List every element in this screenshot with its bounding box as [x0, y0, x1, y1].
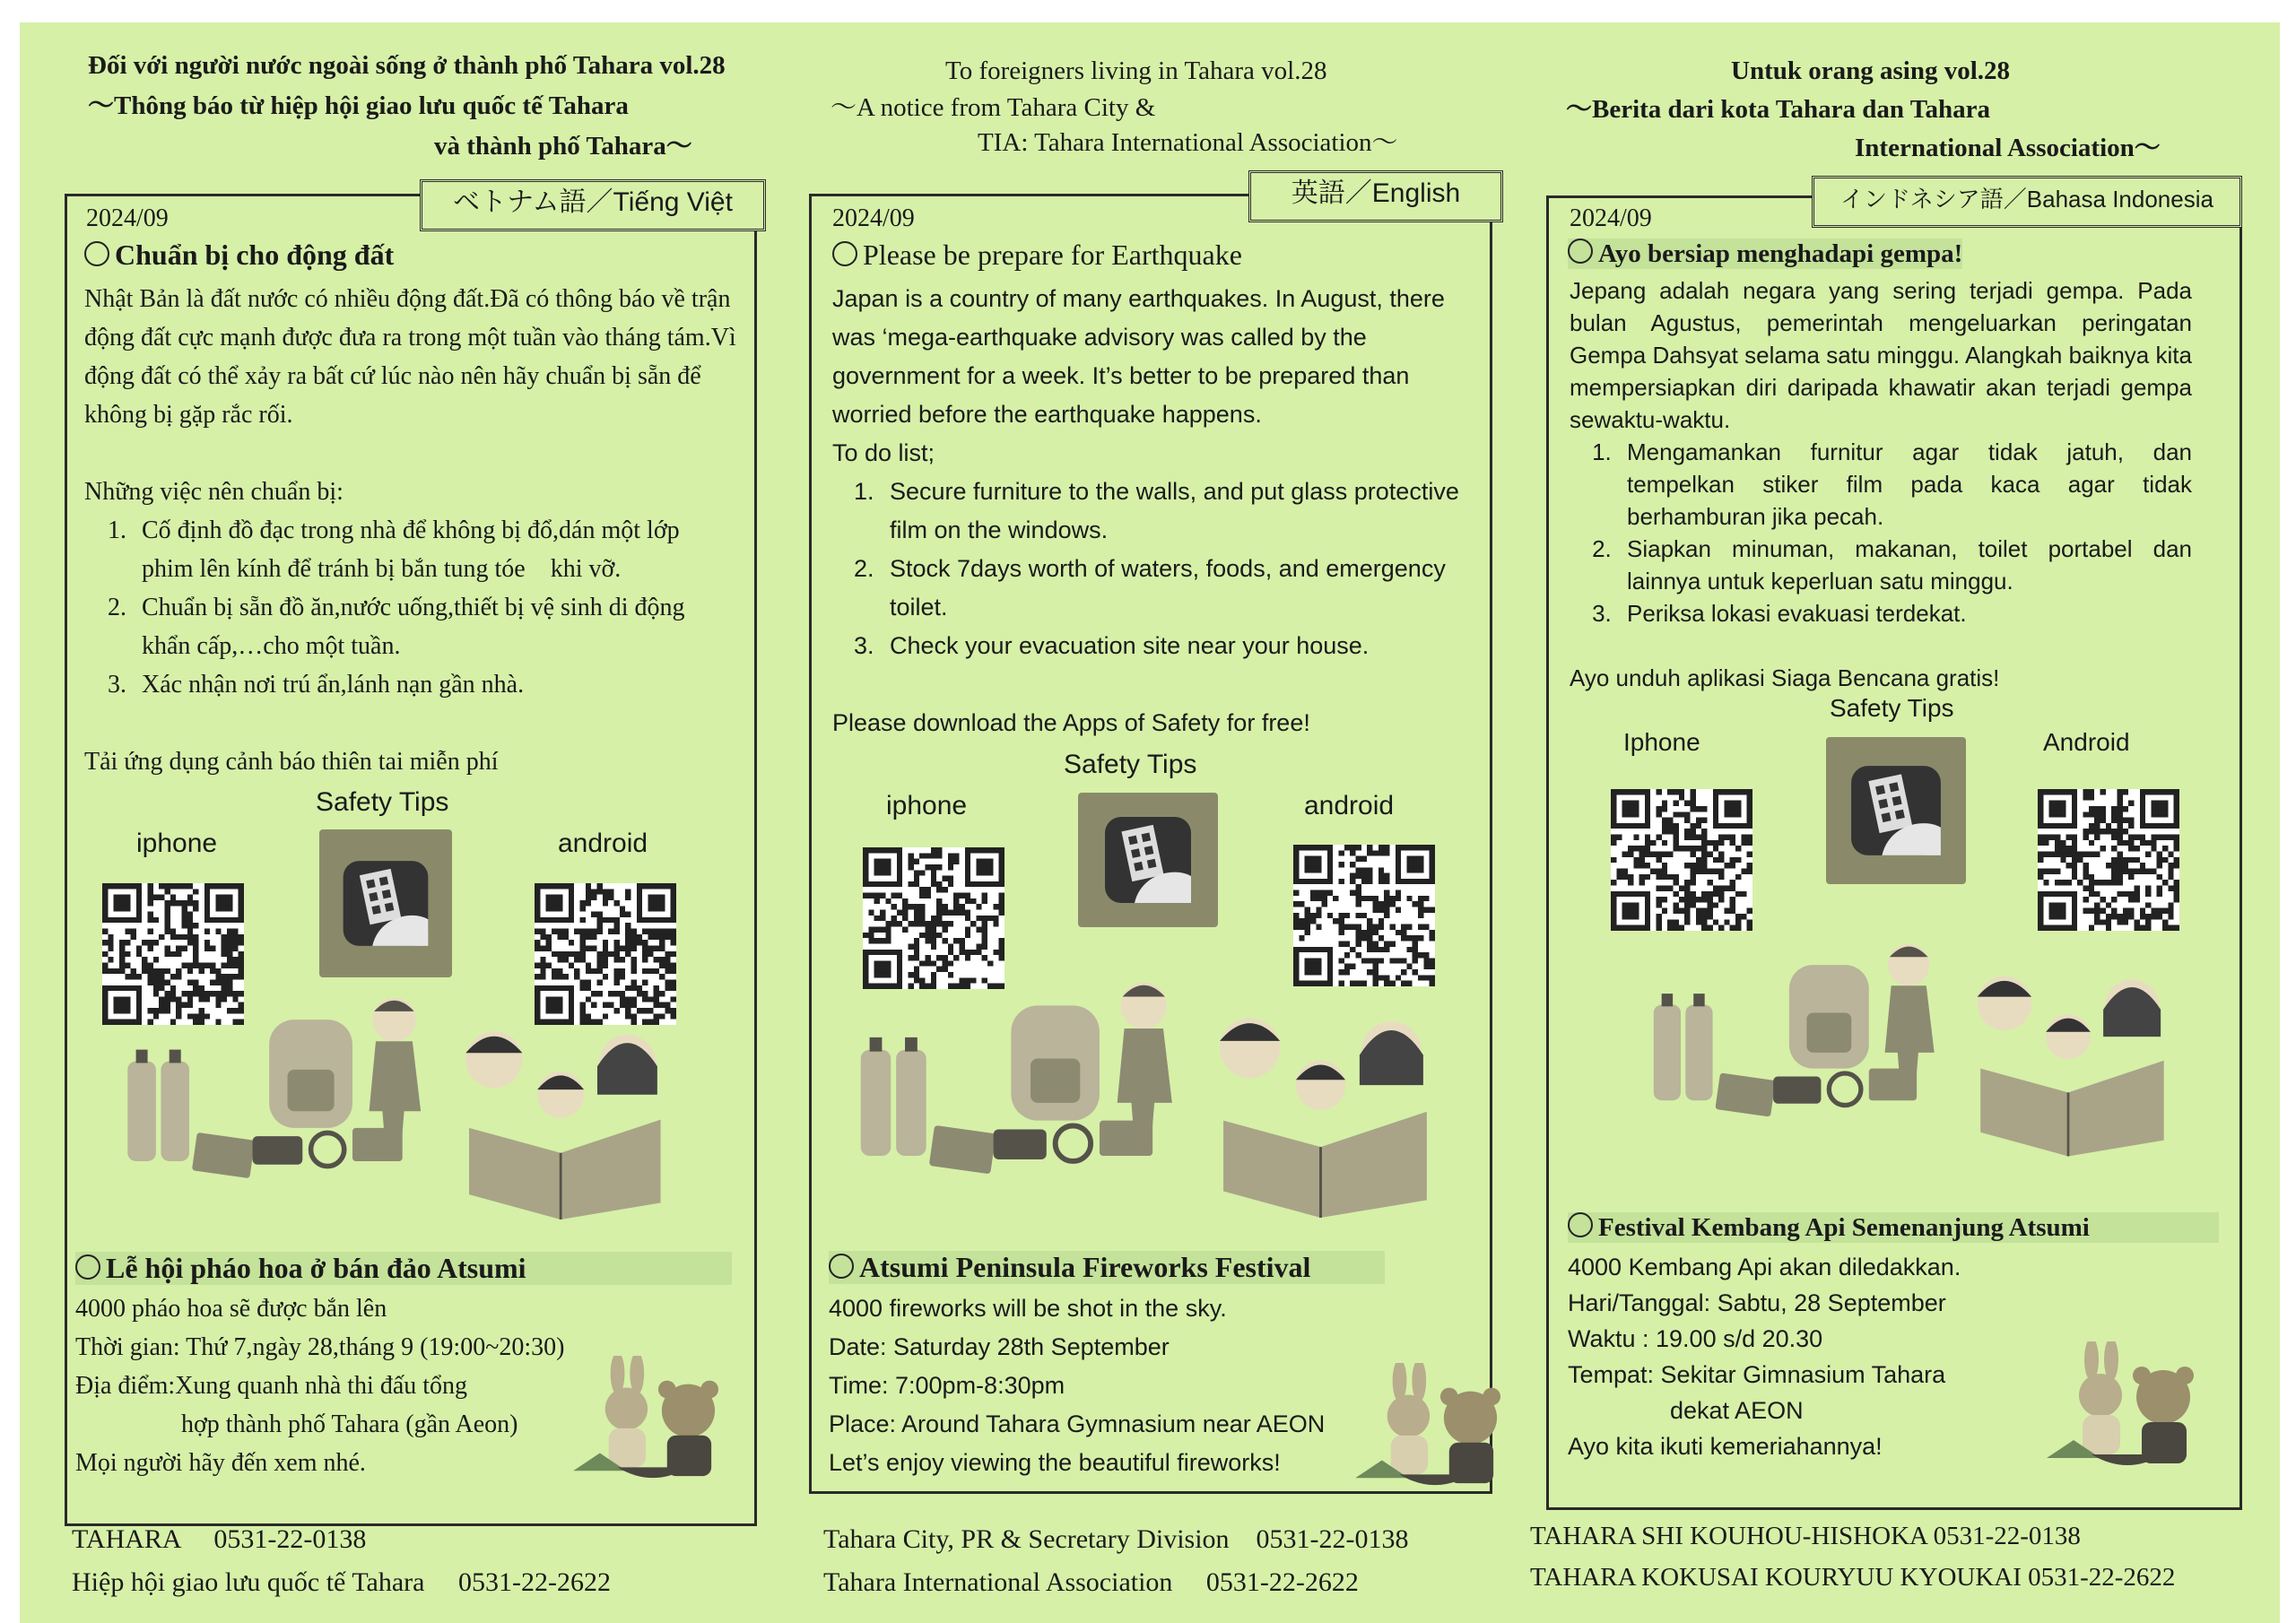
- vi-mascot-illustration: [563, 1356, 743, 1488]
- id-safety-tips-label: Safety Tips: [1830, 694, 1954, 722]
- circle-bullet-icon: [84, 241, 109, 266]
- vi-header-line-2: ～Thông báo từ hiệp hội giao lưu quốc tế Tahara: [88, 91, 629, 120]
- en-festival-line: Place: Around Tahara Gymnasium near AEON: [829, 1410, 1326, 1437]
- en-header-line-1: To foreigners living in Tahara vol.28: [945, 56, 1327, 85]
- vi-festival-details: [75, 1289, 613, 1482]
- id-iphone-label: Iphone: [1623, 728, 1700, 756]
- safety-tips-icon: [1826, 737, 1966, 884]
- vi-language-tag: ベトナム語／Tiếng Việt: [420, 179, 766, 231]
- vi-section-title: Chuẩn bị cho động đất: [84, 239, 394, 272]
- en-list-title: To do list;: [832, 439, 935, 466]
- safety-tips-icon: [319, 829, 452, 977]
- circle-bullet-icon: [75, 1254, 100, 1280]
- en-mascot-illustration: [1345, 1363, 1525, 1496]
- vi-body: [84, 280, 737, 781]
- en-todo-list: [832, 473, 1482, 665]
- safety-tips-icon: [1078, 793, 1218, 927]
- id-mascot-illustration: [2038, 1341, 2217, 1476]
- vi-footer-line-1: TAHARA 0531-22-0138: [72, 1524, 367, 1554]
- circle-bullet-icon: [832, 241, 857, 266]
- en-section-title: Please be prepare for Earthquake: [832, 239, 1242, 272]
- vi-todo-list: [84, 511, 737, 704]
- id-festival-line: 4000 Kembang Api akan diledakkan.: [1568, 1254, 1961, 1280]
- id-language-tag: インドネシア語／Bahasa Indonesia: [1812, 176, 2242, 228]
- vi-iphone-label: iphone: [136, 829, 218, 858]
- en-festival-line: 4000 fireworks will be shot in the sky.: [829, 1295, 1227, 1322]
- id-date: 2024/09: [1570, 204, 1652, 232]
- en-iphone-label: iphone: [886, 791, 968, 820]
- en-app-text: Please download the Apps of Safety for free!: [832, 709, 1310, 736]
- vi-festival-title: Lễ hội pháo hoa ở bán đảo Atsumi: [75, 1252, 732, 1285]
- id-section-title: Ayo bersiap menghadapi gempa!: [1568, 239, 1962, 269]
- vi-list-title: Những việc nên chuẩn bị:: [84, 478, 344, 506]
- en-header-line-3: TIA: Tahara International Association～: [978, 128, 1398, 157]
- en-festival-line: Let’s enjoy viewing the beautiful fireworks!: [829, 1449, 1281, 1476]
- id-safety-tips-app-icon: [1826, 737, 1966, 884]
- vi-emergency-kit-family-illustration: [88, 986, 734, 1219]
- id-festival-line: Ayo kita ikuti kemeriahannya!: [1568, 1433, 1883, 1460]
- en-festival-line: Time: 7:00pm-8:30pm: [829, 1372, 1065, 1399]
- id-android-label: Android: [2043, 728, 2130, 756]
- en-footer-line-1: Tahara City, PR & Secretary Division 0531-22-0138: [823, 1524, 1409, 1554]
- list-item: 2. Siapkan minuman, makanan, toilet portabel dan lainnya untuk keperluan satu minggu.: [1618, 533, 2192, 597]
- id-festival-title: Festival Kembang Api Semenanjung Atsumi: [1568, 1212, 2219, 1243]
- id-header-line-1: Untuk orang asing vol.28: [1731, 56, 2011, 85]
- vi-safety-tips-label: Safety Tips: [316, 787, 449, 817]
- en-emergency-kit-family-illustration: [843, 959, 1480, 1228]
- scene-drawing: [843, 959, 1480, 1228]
- id-festival-line: Waktu : 19.00 s/d 20.30: [1568, 1325, 1823, 1352]
- en-safety-tips-label: Safety Tips: [1064, 750, 1197, 779]
- en-intro: Japan is a country of many earthquakes. In August, there was ‘mega-earthquake advisory was called by the government for a week. It’s better to be prepared than worried before the earthquake happens.: [832, 285, 1445, 428]
- scene-drawing: [88, 986, 734, 1219]
- en-footer-line-2: Tahara International Association 0531-22-2622: [823, 1567, 1359, 1597]
- list-item: 3. Xác nhận nơi trú ẩn,lánh nạn gần nhà.: [133, 665, 737, 704]
- list-item: 1. Secure furniture to the walls, and put glass protective film on the windows.: [881, 473, 1482, 550]
- en-safety-tips-app-icon: [1078, 793, 1218, 927]
- id-body: [1570, 274, 2192, 694]
- vi-android-label: android: [558, 829, 648, 858]
- en-festival-line: Date: Saturday 28th September: [829, 1333, 1170, 1360]
- en-body: [832, 280, 1482, 742]
- id-footer-line-2: TAHARA KOKUSAI KOURYUU KYOUKAI 0531-22-2622: [1530, 1563, 2176, 1592]
- circle-bullet-icon: [829, 1254, 854, 1279]
- vi-festival-line: Thời gian: Thứ 7,ngày 28,tháng 9 (19:00~20:30): [75, 1333, 565, 1361]
- en-language-tag: 英語／English: [1248, 170, 1503, 222]
- list-item: 2. Stock 7days worth of waters, foods, and emergency toilet.: [881, 550, 1482, 627]
- circle-bullet-icon: [1568, 1212, 1593, 1237]
- vi-footer-line-2: Hiệp hội giao lưu quốc tế Tahara 0531-22-2622: [72, 1567, 611, 1597]
- vi-intro: Nhật Bản là đất nước có nhiều động đất.Đã có thông báo về trận động đất cực mạnh được đưa ra trong một tuần vào tháng tám.Vì động đất có thể xảy ra bất cứ lúc nào nên hãy chuẩn bị sẵn để không bị gặp rắc rối.: [84, 285, 736, 429]
- list-item: 2. Chuẩn bị sẵn đồ ăn,nước uống,thiết bị vệ sinh di động khẩn cấp,…cho một tuần.: [133, 588, 737, 665]
- vi-festival-line: Mọi người hãy đến xem nhé.: [75, 1449, 366, 1477]
- id-intro: Jepang adalah negara yang sering terjadi gempa. Pada bulan Agustus, pemerintah mengeluarkan peringatan Gempa Dahsyat selama satu minggu. Alangkah baiknya kita mempersiapkan diri daripada khawatir akan terjadi gempa sewaktu-waktu.: [1570, 277, 2192, 433]
- en-festival-title: Atsumi Peninsula Fireworks Festival: [829, 1251, 1385, 1284]
- circle-bullet-icon: [1568, 239, 1593, 264]
- vi-festival-line: hợp thành phố Tahara (gần Aeon): [181, 1410, 518, 1438]
- mascot-drawing: [563, 1356, 743, 1488]
- en-header-line-2: ～A notice from Tahara City &: [831, 93, 1156, 122]
- vi-header-line-1: Đối với người nước ngoài sống ở thành phố Tahara vol.28: [88, 51, 726, 80]
- vi-festival-line: 4000 pháo hoa sẽ được bắn lên: [75, 1295, 387, 1323]
- id-festival-line: dekat AEON: [1670, 1397, 1804, 1424]
- vi-date: 2024/09: [86, 204, 169, 232]
- id-emergency-kit-family-illustration: [1638, 901, 2212, 1188]
- list-item: 3. Check your evacuation site near your house.: [881, 627, 1482, 665]
- id-todo-list: [1570, 436, 2192, 629]
- scene-drawing: [1638, 901, 2212, 1188]
- en-date: 2024/09: [832, 204, 915, 232]
- vi-festival-line: Địa điểm:Xung quanh nhà thi đấu tổng: [75, 1372, 468, 1400]
- vi-header-line-3: và thành phố Tahara～: [434, 132, 692, 161]
- en-festival-details: [829, 1289, 1403, 1482]
- mascot-drawing: [2038, 1341, 2217, 1476]
- list-item: 3. Periksa lokasi evakuasi terdekat.: [1618, 597, 2192, 629]
- mascot-drawing: [1345, 1363, 1525, 1496]
- list-item: 1. Mengamankan furnitur agar tidak jatuh, dan tempelkan stiker film pada kaca agar tidak berhamburan jika pecah.: [1618, 436, 2192, 533]
- vi-safety-tips-app-icon: [319, 829, 452, 977]
- list-item: 1. Cố định đồ đạc trong nhà để không bị đổ,dán một lớp phim lên kính để tránh bị bắn tung tóe khi vỡ.: [133, 511, 737, 588]
- id-header-line-2: ～Berita dari kota Tahara dan Tahara: [1566, 95, 1990, 124]
- id-festival-line: Tempat: Sekitar Gimnasium Tahara: [1568, 1361, 1946, 1388]
- id-header-line-3: International Association～: [1855, 134, 2161, 162]
- en-android-label: android: [1304, 791, 1395, 820]
- id-app-text: Ayo unduh aplikasi Siaga Bencana gratis!: [1570, 664, 2000, 691]
- id-footer-line-1: TAHARA SHI KOUHOU-HISHOKA 0531-22-0138: [1530, 1522, 2081, 1550]
- vi-app-text: Tải ứng dụng cảnh báo thiên tai miễn phí: [84, 748, 499, 776]
- id-festival-line: Hari/Tanggal: Sabtu, 28 September: [1568, 1289, 1946, 1316]
